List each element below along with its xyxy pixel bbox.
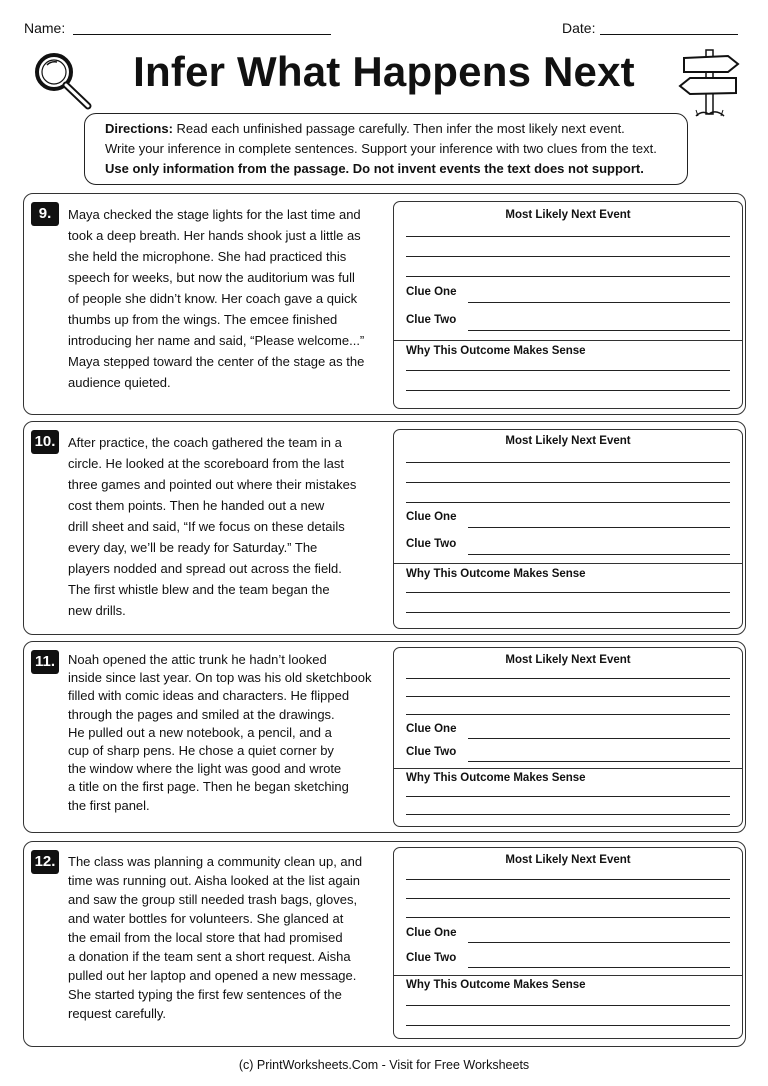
answer-line[interactable] [406, 390, 730, 391]
question-card-12 [23, 841, 746, 1047]
answer-panel [393, 847, 743, 1039]
divider [394, 340, 742, 341]
answer-line[interactable] [406, 879, 730, 880]
answer-line[interactable] [406, 696, 730, 697]
directions-line-2: Write your inference in complete sentences. Support your inference with two clues from the text. [105, 141, 657, 156]
answer-line[interactable] [406, 256, 730, 257]
clue-one-label: Clue One [406, 723, 457, 735]
clue-two-label: Clue Two [406, 538, 457, 550]
answer-line[interactable] [406, 482, 730, 483]
clue-two-line[interactable] [468, 554, 730, 555]
why-heading: Why This Outcome Makes Sense [406, 979, 586, 991]
signpost-icon [676, 46, 746, 122]
next-event-heading: Most Likely Next Event [505, 435, 631, 447]
question-card-11 [23, 641, 746, 833]
footer-credit: (c) PrintWorksheets.Com - Visit for Free Worksheets [238, 1058, 530, 1072]
question-number: 12. [31, 850, 59, 874]
question-number: 11. [31, 650, 59, 674]
clue-one-line[interactable] [468, 302, 730, 303]
answer-line[interactable] [406, 898, 730, 899]
passage-line: speech for weeks, but now the auditorium was full [68, 270, 355, 285]
name-field[interactable] [73, 34, 331, 35]
answer-line[interactable] [406, 714, 730, 715]
passage-line: she held the microphone. She had practiced this [68, 249, 347, 264]
passage [68, 852, 388, 1023]
page-title: Infer What Happens Next [133, 48, 635, 95]
passage-line: Maya checked the stage lights for the last time and [68, 207, 361, 222]
answer-line[interactable] [406, 814, 730, 815]
passage-line: time was running out. Aisha looked at the list again [68, 873, 360, 888]
passage [68, 204, 388, 393]
passage-line: every day, we’ll be ready for Saturday.” The [68, 540, 318, 555]
directions-line-3: Use only information from the passage. Do not invent events the text does not support. [105, 161, 644, 176]
passage-line: request carefully. [68, 1006, 167, 1021]
answer-panel [393, 201, 743, 409]
clue-two-label: Clue Two [406, 314, 457, 326]
question-card-10 [23, 421, 746, 635]
passage-line: thumbs up from the wings. The emcee finished [68, 312, 338, 327]
clue-two-line[interactable] [468, 330, 730, 331]
passage-line: took a deep breath. Her hands shook just a little as [68, 228, 361, 243]
passage-line: new drills. [68, 603, 126, 618]
passage-line: the window where the light was good and wrote [68, 761, 342, 777]
divider [394, 563, 742, 564]
divider [394, 975, 742, 976]
header-line [24, 17, 738, 39]
passage-line: After practice, the coach gathered the team in a [68, 435, 342, 450]
clue-one-label: Clue One [406, 511, 457, 523]
clue-two-line[interactable] [468, 967, 730, 968]
passage-line: a title on the first page. Then he began sketching [68, 779, 349, 795]
passage-line: He pulled out a new notebook, a pencil, and a [68, 724, 332, 740]
divider [394, 768, 742, 769]
answer-line[interactable] [406, 1005, 730, 1006]
passage-line: cup of sharp pens. He chose a quiet corner by [68, 743, 334, 759]
answer-line[interactable] [406, 276, 730, 277]
passage-line: audience quieted. [68, 375, 171, 390]
passage-line: a donation if the team sent a short request. Aisha [68, 949, 351, 964]
answer-line[interactable] [406, 592, 730, 593]
passage-line: Maya stepped toward the center of the stage as the [68, 354, 365, 369]
passage-line: and saw the group still needed trash bags, gloves, [68, 892, 358, 907]
passage-line: The first whistle blew and the team began the [68, 582, 330, 597]
clue-one-line[interactable] [468, 527, 730, 528]
clue-two-label: Clue Two [406, 952, 457, 964]
clue-one-label: Clue One [406, 286, 457, 298]
answer-line[interactable] [406, 502, 730, 503]
answer-line[interactable] [406, 462, 730, 463]
passage-line: circle. He looked at the scoreboard from the last [68, 456, 345, 471]
passage-line: She started typing the first few sentences of the [68, 987, 342, 1002]
passage-line: pulled out her laptop and opened a new message. [68, 968, 357, 983]
name-label: Name: [24, 20, 66, 36]
passage-line: introducing her name and said, “Please welcome...” [68, 333, 365, 348]
date-field[interactable] [600, 34, 738, 35]
passage-line: three games and pointed out where their mistakes [68, 477, 357, 492]
directions-label: Directions: [105, 121, 173, 136]
date-label: Date: [562, 20, 596, 36]
why-heading: Why This Outcome Makes Sense [406, 568, 586, 580]
answer-line[interactable] [406, 917, 730, 918]
why-heading: Why This Outcome Makes Sense [406, 345, 586, 357]
directions-box [84, 113, 688, 185]
clue-two-line[interactable] [468, 761, 730, 762]
passage-line: drill sheet and said, “If we focus on these details [68, 519, 345, 534]
answer-line[interactable] [406, 612, 730, 613]
passage-line: Noah opened the attic trunk he hadn’t looked [68, 652, 327, 667]
clue-one-label: Clue One [406, 927, 457, 939]
passage-line: players nodded and spread out across the field. [68, 561, 342, 576]
question-card-9 [23, 193, 746, 415]
answer-line[interactable] [406, 1025, 730, 1026]
passage-line: the first panel. [68, 797, 150, 813]
passage-line: filled with comic ideas and characters. He flipped [68, 688, 350, 704]
clue-one-line[interactable] [468, 738, 730, 739]
next-event-heading: Most Likely Next Event [505, 854, 631, 866]
directions-line-1: Directions: Read each unfinished passage carefully. Then infer the most likely next event. [105, 121, 625, 136]
answer-line[interactable] [406, 236, 730, 237]
answer-panel [393, 429, 743, 629]
passage-line: through the pages and smiled at the drawings. [68, 706, 335, 722]
passage [68, 651, 388, 815]
next-event-heading: Most Likely Next Event [505, 209, 631, 221]
clue-one-line[interactable] [468, 942, 730, 943]
question-number: 9. [31, 202, 59, 226]
answer-line[interactable] [406, 796, 730, 797]
passage [68, 432, 388, 621]
passage-line: The class was planning a community clean up, and [68, 854, 363, 869]
clue-two-label: Clue Two [406, 746, 457, 758]
answer-line[interactable] [406, 678, 730, 679]
why-heading: Why This Outcome Makes Sense [406, 772, 586, 784]
passage-line: cost them points. Then he handed out a new [68, 498, 325, 513]
passage-line: the email from the local store that had promised [68, 930, 343, 945]
answer-line[interactable] [406, 370, 730, 371]
passage-line: of people she didn’t know. Her coach gave a quick [68, 291, 358, 306]
answer-panel [393, 647, 743, 827]
question-number: 10. [31, 430, 59, 454]
passage-line: inside since last year. On top was his old sketchbook [68, 670, 372, 686]
passage-line: and water bottles for volunteers. She glanced at [68, 911, 344, 926]
next-event-heading: Most Likely Next Event [505, 654, 631, 666]
